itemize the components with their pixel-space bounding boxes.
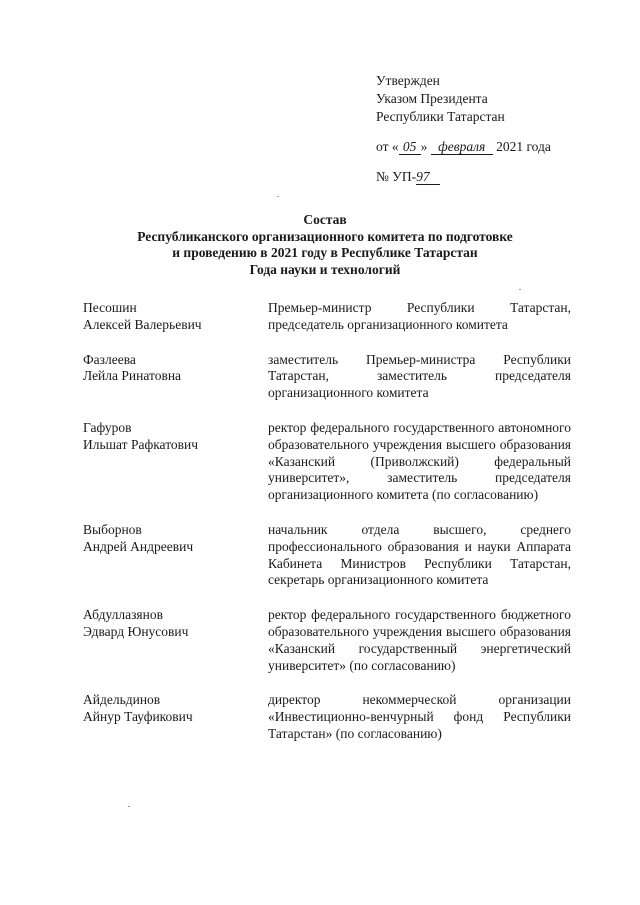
title-line-2: Республиканского организационного комитета по подготовке (137, 228, 513, 244)
member-position: Премьер-министр Республики Татарстан, председатель организационного комитета (268, 300, 571, 332)
member-row (83, 300, 573, 334)
number-prefix: № УП- (376, 169, 417, 184)
member-surname: Гафуров (83, 419, 132, 435)
member-position: директор некоммерческой организации «Инвестиционно-венчурный фонд Республики Татарстан» (по согласованию) (268, 692, 571, 741)
member-name (83, 420, 268, 504)
member-given-name: Эдвард Юнусович (83, 623, 189, 639)
number-value: 97 (416, 169, 440, 185)
member-position: начальник отдела высшего, среднего профессионального образования и науки Аппарата Кабинета Министров Республики Татарстан, секретарь организационного комитета (268, 521, 571, 588)
approval-block (376, 72, 576, 186)
approval-line-3: Республики Татарстан (376, 109, 505, 124)
date-mid: » (420, 139, 428, 154)
title-line-4: Года науки и технологий (249, 261, 401, 277)
member-surname: Айдельдинов (83, 692, 161, 708)
approval-line-1: Утвержден (376, 73, 440, 88)
approval-date (376, 138, 576, 156)
member-row (83, 420, 573, 504)
member-name (83, 692, 268, 742)
date-month: февраля (431, 139, 493, 155)
member-row (83, 352, 573, 402)
member-surname: Абдуллазянов (83, 607, 163, 623)
member-name (83, 607, 268, 674)
members-list (83, 300, 573, 743)
member-given-name: Лейла Ринатовна (83, 368, 182, 384)
member-row (83, 607, 573, 674)
date-suffix: 2021 года (496, 139, 551, 154)
member-position: заместитель Премьер-министра Республики Татарстан, заместитель председателя организационного комитета (268, 351, 571, 401)
member-row (83, 522, 573, 589)
scan-speck (128, 806, 130, 807)
member-row (83, 692, 573, 742)
member-position: ректор федерального государственного автономного образовательного учреждения высшего образования «Казанский (Приволжский) федеральный университет», заместитель председателя организационного комитета (по согласованию) (268, 419, 571, 503)
member-name (83, 352, 268, 402)
title-line-3: и проведению в 2021 году в Республике Татарстан (172, 245, 478, 260)
member-surname: Выборнов (83, 521, 142, 537)
date-prefix: от « (376, 139, 399, 154)
member-given-name: Айнур Тауфикович (83, 709, 193, 725)
member-surname: Песошин (83, 300, 137, 315)
member-given-name: Ильшат Рафкатович (83, 436, 199, 452)
member-given-name: Андрей Андреевич (83, 538, 194, 554)
member-surname: Фазлеева (83, 351, 136, 367)
scan-speck (277, 196, 279, 197)
member-given-name: Алексей Валерьевич (83, 316, 202, 332)
approval-line-2: Указом Президента (376, 91, 488, 106)
member-name (83, 300, 268, 334)
member-position: ректор федерального государственного бюджетного образовательного учреждения высшего образования «Казанский государственный энергетический университет» (по согласованию) (268, 607, 571, 673)
approval-number (376, 168, 576, 186)
member-name (83, 522, 268, 589)
date-day: 05 (399, 139, 421, 155)
document-title (100, 212, 550, 278)
title-line-1: Состав (303, 212, 347, 227)
scan-speck (519, 289, 521, 290)
